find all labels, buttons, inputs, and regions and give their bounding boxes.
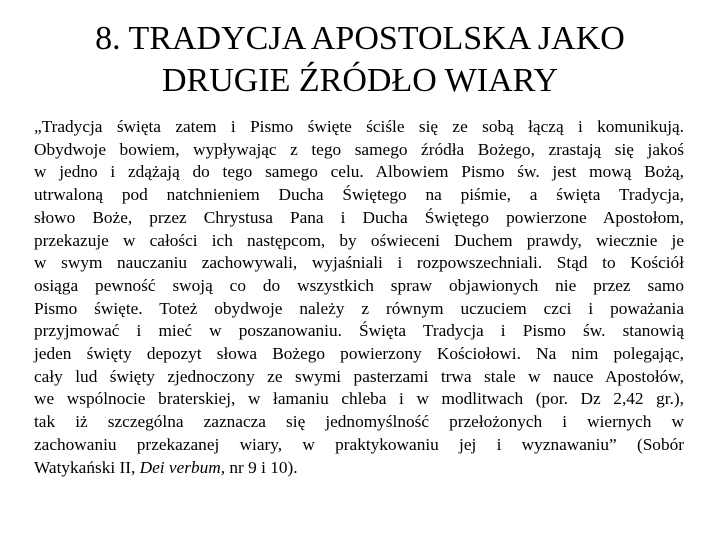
- citation-suffix: , nr 9 i 10).: [220, 457, 298, 477]
- quote-citation-line: [34, 457, 684, 480]
- quote-line: tak iż szczególna zaznacza się jednomyślność przełożonych i wiernych w: [34, 412, 684, 432]
- quote-line: Obydwoje bowiem, wypływając z tego samego źródła Bożego, zrastają się jakoś: [34, 139, 684, 159]
- quote-line: słowo Boże, przez Chrystusa Pana i Ducha Świętego powierzone Apostołom,: [34, 207, 684, 227]
- quote-line: jeden święty depozyt słowa Bożego powierzony Kościołowi. Na nim polegając,: [34, 344, 684, 364]
- quote-line: osiąga pewność swoją co do wszystkich spraw objawionych nie przez samo: [34, 275, 684, 295]
- quote-line: cały lud święty zjednoczony ze swymi pasterzami trwa stale w nauce Apostołów,: [34, 366, 684, 386]
- quote-line: zachowaniu przekazanej wiary, w praktykowaniu jej i wyznawaniu” (Sobór: [34, 434, 684, 454]
- quote-line: przekazuje w całości ich następcom, by oświeceni Duchem prawdy, wiecznie je: [34, 230, 684, 250]
- quote-line: utrwaloną pod natchnieniem Ducha Świętego na piśmie, a święta Tradycja,: [34, 185, 684, 205]
- citation-prefix: Watykański II,: [34, 457, 140, 477]
- citation-title: Dei verbum: [139, 457, 221, 477]
- quote-line: Pismo święte. Toteż obydwoje należy z równym uczuciem czci i poważania: [34, 298, 684, 318]
- slide-title-line-1: 8. TRADYCJA APOSTOLSKA JAKO: [95, 20, 625, 57]
- slide-title: [20, 18, 700, 102]
- quote-line: we wspólnocie braterskiej, w łamaniu chleba i w modlitwach (por. Dz 2,42 gr.),: [34, 389, 684, 409]
- quote-line: „Tradycja święta zatem i Pismo święte ściśle się ze sobą łączą i komunikują.: [34, 117, 684, 136]
- quote-paragraph: [34, 116, 684, 479]
- quote-line: przyjmować i mieć w poszanowaniu. Święta Tradycja i Pismo św. stanowią: [34, 321, 684, 341]
- quote-line: w jedno i zdążają do tego samego celu. Albowiem Pismo św. jest mową Bożą,: [34, 162, 684, 182]
- quote-line: w swym nauczaniu zachowywali, wyjaśniali i rozpowszechniali. Stąd to Kościół: [34, 253, 684, 273]
- slide-title-line-2: DRUGIE ŹRÓDŁO WIARY: [161, 62, 558, 99]
